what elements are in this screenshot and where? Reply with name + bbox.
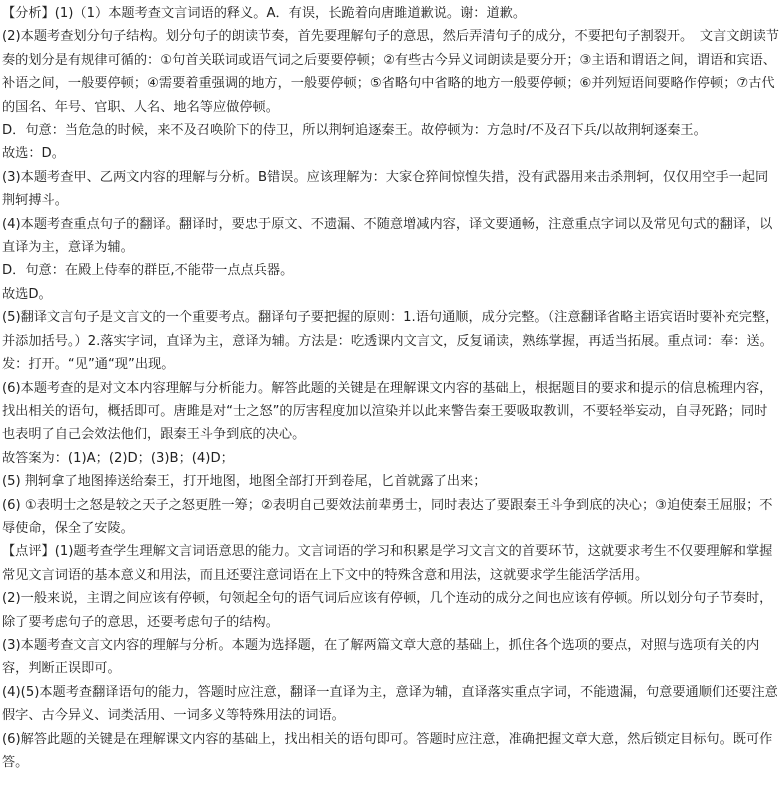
analysis-q4-option-d: D．句意：在殿上侍奉的群臣,不能带一点点兵器。 bbox=[2, 263, 294, 279]
analysis-q2-answer: 故选：D。 bbox=[2, 146, 65, 162]
analysis-q3: (3)本题考查甲、乙两文内容的理解与分析。B错误。应该理解为：大家仓猝间惊惶失措，没有武器用来击杀荆轲，仅仅用空手一起同荆轲搏斗。 bbox=[2, 169, 769, 209]
comment-q4-q5: (4)(5)本题考查翻译语句的能力，答题时应注意，翻译一直译为主，意译为辅，直译落实重点字词，不能遗漏，句意要通顺们还要注意假字、古今异义、词类活用、一词多义等特殊用法的词语。 bbox=[2, 684, 778, 724]
analysis-q2: (2)本题考查划分句子结构。划分句子的朗读节奏，首先要理解句子的意思，然后弄清句子的成分，不要把句子割裂开。 文言文朗读节奏的划分是有规律可循的：①句首关联词或语气词之后要要停顿；②有些古今异义词朗读是要分开；③主语和谓语之间，谓语和宾语、补语之间，一般要停顿；④需要着重强调的地方，一般要停顿；⑤省略句中省略的地方一般要停顿；⑥并列短语间要略作停顿；⑦古代的国名、年号、官职、人名、地名等应做停顿。 bbox=[2, 29, 779, 115]
analysis-q6: (6)本题考查的是对文本内容理解与分析能力。解答此题的关键是在理解课文内容的基础上，根据题目的要求和提示的信息梳理内容，找出相关的语句，概括即可。唐雎是对“士之怒”的厉害程度加以渲染并以此来警告秦王要吸取教训，不要轻举妄动，自寻死路；同时也表明了自己会效法他们，跟秦王斗争到底的决心。 bbox=[2, 380, 773, 443]
analysis-q4: (4)本题考查重点句子的翻译。翻译时，要忠于原文、不遗漏、不随意增减内容，译文要通畅，注意重点字词以及常见句式的翻译，以直译为主，意译为辅。 bbox=[2, 216, 773, 256]
answer-q5: (5) 荆轲拿了地图捧送给秦王，打开地图，地图全部打开到卷尾，匕首就露了出来； bbox=[2, 474, 487, 490]
comment-q1: 【点评】(1)题考查学生理解文言词语意思的能力。文言词语的学习和积累是学习文言文的首要环节，这就要求考生不仅要理解和掌握常见文言词语的基本意义和用法，而且还要注意词语在上下文中的特殊含意和用法，这就要求学生能活学活用。 bbox=[2, 544, 773, 583]
comment-q2: (2)一般来说，主谓之间应该有停顿，句领起全句的语气词后应该有停顿，几个连动的成分之间也应该有停顿。所以划分句子节奏时，除了要考虑句子的意思，还要考虑句子的结构。 bbox=[2, 591, 773, 630]
comment-q3: (3)本题考查文言文内容的理解与分析。本题为选择题，在了解两篇文章大意的基础上，抓住各个选项的要点，对照与选项有关的内容，判断正误即可。 bbox=[2, 637, 760, 677]
analysis-q5: (5)翻译文言句子是文言文的一个重要考点。翻译句子要把握的原则：1.语句通顺，成分完整。（注意翻译省略主语宾语时要补充完整，并添加括号。）2.落实字词，直译为主，意译为辅。方法是：吃透课内文言文，反复诵读，熟练掌握，再适当拓展。重点词：奉：送。发：打开。“见”通“现”出现。 bbox=[2, 310, 779, 373]
analysis-q4-answer: 故选D。 bbox=[2, 286, 52, 302]
answers-summary: 故答案为：(1)A；(2)D；(3)B；(4)D； bbox=[2, 450, 234, 466]
comment-q6: (6)解答此题的关键是在理解课文内容的基础上，找出相关的语句即可。答题时应注意，准确把握文章大意，然后锁定目标句。既可作答。 bbox=[2, 731, 773, 770]
analysis-q1: 【分析】(1)（1）本题考查文言词语的释义。A．有误，长跪着向唐雎道歉说。谢：道歉。 bbox=[2, 6, 527, 21]
analysis-q2-option-d: D．句意：当危急的时候，来不及召唤阶下的侍卫，所以荆轲追逐秦王。故停顿为：方急时/不及召下兵/以故荆轲逐秦王。 bbox=[2, 123, 707, 139]
answer-q6: (6) ①表明士之怒是较之天子之怒更胜一筹；②表明自己要效法前辈勇士，同时表达了要跟秦王斗争到底的决心；③迫使秦王屈服；不辱使命，保全了安陵。 bbox=[2, 497, 773, 536]
